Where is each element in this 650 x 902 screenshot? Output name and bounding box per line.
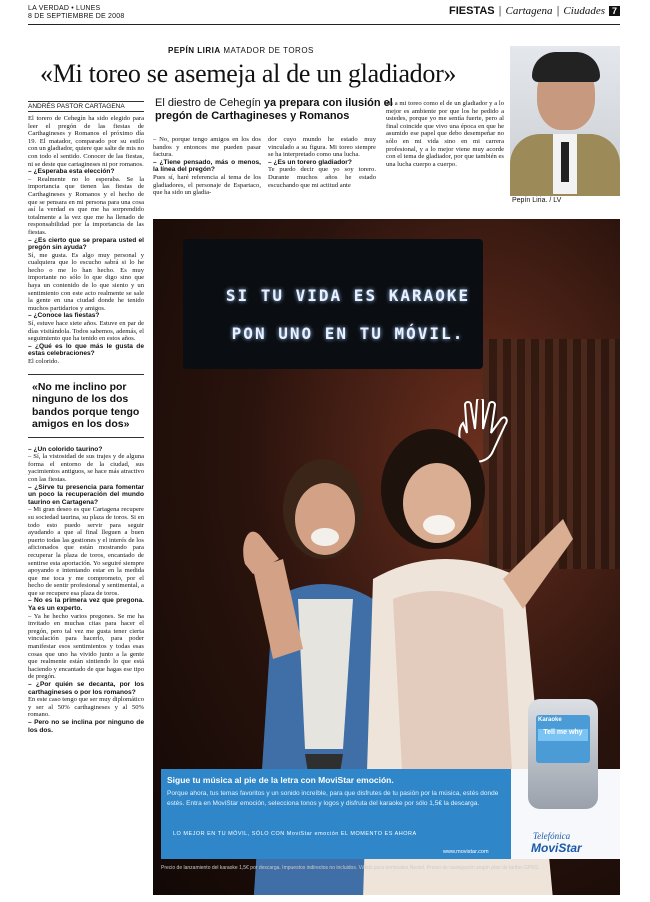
promo-body: Porque ahora, tus temas favoritos y un sonido increíble, para que disfrutes de tu pasión por la música, estés donde estés. Entra en MoviStar emoción, selecciona tonos y logos y disfruta del karaoke por sólo 1,5€ la descarga. xyxy=(167,790,499,807)
issue-date: 8 DE SEPTIEMBRE DE 2008 xyxy=(28,13,125,20)
promo-url: www.movistar.com xyxy=(443,849,489,855)
question: – ¿Es un torero gladiador? xyxy=(268,158,352,166)
kicker-role: MATADOR DE TOROS xyxy=(223,46,314,55)
kicker-name: PEPÍN LIRIA xyxy=(168,46,221,55)
phone-screen-song: Tell me why xyxy=(538,729,588,741)
subhead-bold: ya prepara con ilusión el pregón de Carthagineses y Romanos xyxy=(155,97,393,122)
paragraph: El colorido. xyxy=(28,358,60,365)
paragraph: El torero de Cehegín ha sido elegido para leer el pregón de las fiestas de Carthagineses y Romanos el próximo día 19. El matador, comparado por su estilo con un gladiador, quiere que salte de mis no con todo el sentido. Conocer de las fiestas, ni se deste que cartagineses ni por romanos. xyxy=(28,115,144,168)
telefonica-logo: Telefónica xyxy=(533,831,571,841)
article-column-4 xyxy=(386,100,504,214)
article-column-1 xyxy=(28,115,144,895)
paragraph: Sí, me gusta. Es algo muy personal y cualquiera que lo escucho sabrá si lo he hecho o me lo han hecho. Es muy importante no sólo lo que digo sino que haya un contenido de lo que siento y un sentimiento con este acto realmente se sale la gente en una ciudad donde he tenido muchos partidarios y amigos. xyxy=(28,251,144,312)
section-name: FIESTAS xyxy=(449,5,495,17)
pullquote: «No me inclino por ninguno de los dos bandos porque tengo amigos en los dos» xyxy=(28,374,144,438)
headline: «Mi toreo se asemeja al de un gladiador» xyxy=(40,59,457,88)
paragraph: sis a mi toreo como el de un gladiador y a lo mejor es ambiente por que los he pedido a ustedes, porque yo me sentía fuerte, pero al final coincide que vivo una época en que he asumido ese papel que debo desempeñar no sólo en mi vida sino en mi carrera profesional, y a lo mejor viene muy acorde con el tema de gladiador, por que también es una lucha cuerpo a cuerpo. xyxy=(386,100,504,168)
paragraph: Pues sí, haré referencia al tema de los gladiadores, el personaje de Espartaco, que ha sido un gladia- xyxy=(153,173,261,197)
masthead xyxy=(28,5,620,25)
masthead-right xyxy=(449,5,620,17)
tie-shape xyxy=(561,142,569,182)
phone-screen-title: Karaoke xyxy=(538,717,562,723)
question: – ¿Un colorido taurino? xyxy=(28,445,103,453)
portrait-photo xyxy=(510,46,620,196)
paragraph: – Sí, la vistosidad de sus trajes y de alguna forma el entorno de la ciudad, sus yacimientos antiguos, se hace más atractivo con las fiestas. xyxy=(28,453,144,483)
question: – ¿Es cierto que se prepara usted el pregón sin ayuda? xyxy=(28,236,144,252)
subhead-lead: El diestro de Cehegín xyxy=(155,97,264,109)
question: – ¿Tiene pensado, más o menos, la línea del pregón? xyxy=(153,158,261,174)
question: – ¿Por quién se decanta, por los carthagineses o por los romanos? xyxy=(28,681,144,696)
question: – Pero no se inclina por ninguno de los dos. xyxy=(28,718,144,734)
paragraph: En este caso tengo que ser muy diplomático y ser al 50% carthagineses y al 50% romano. xyxy=(28,696,144,719)
question: – ¿Sirve tu presencia para fomentar un poco la recuperación del mundo taurino en Cartagena? xyxy=(28,483,144,506)
subhead xyxy=(155,97,395,123)
article-column-3 xyxy=(268,136,376,214)
paragraph: – Mi gran deseo es que Cartagena recupere su sociedad taurina, su plaza de toros. Si en todo esto puedo servir para seguir ayudando a que al final lleguen a buen puerto todas las gestiones y el interés de los aficionados que están mostrando para recuperar la plaza de toros, encantado de sentirse esta aportación. Yo seguiré siempre apoyando e intentando estar en la medida que me toca y me comprometo, por el hecho de sentir profesional y sentimental, a que se recupere esa plaza de toros. xyxy=(28,506,144,597)
movistar-logo: MoviStar xyxy=(531,841,582,855)
karaoke-text xyxy=(203,277,493,353)
page-number: 7 xyxy=(609,6,620,16)
question: – No es la primera vez que pregona. Ya es un experto. xyxy=(28,597,144,613)
city-name: Cartagena xyxy=(505,5,553,17)
subsection-name: Ciudades xyxy=(563,5,605,17)
question: – ¿Esperaba esta elección? xyxy=(28,168,115,176)
byline: ANDRÉS PASTOR CARTAGENA xyxy=(28,101,144,112)
photo-caption: Pepín Liria. / LV xyxy=(512,197,562,204)
karaoke-line-2: PON UNO EN TU MÓVIL. xyxy=(231,324,465,343)
paragraph: dor cuyo mundo he estado muy vinculado a su figura. Mi toreo siempre se ha interpretado como una lucha. xyxy=(268,136,376,159)
paragraph: – Ya he hecho varios pregones. Se me ha invitado en muchas citas para hacer el pregón, pero tal vez me gusta tener cierta vinculación para hacerlo, para poder manifestar esos sentimientos y todas esas cosas que uno ha vivido junto a la gente que realmente están sintiendo lo que está haciendo y encantado de que hagas ese tipo de pregón. xyxy=(28,612,144,681)
article-column-2 xyxy=(153,136,261,214)
promo-title: Sigue tu música al pie de la letra con MoviStar emoción. xyxy=(167,775,394,785)
promo-slogan: LO MEJOR EN TU MÓVIL, SÓLO CON MoviStar emoción EL MOMENTO ES AHORA xyxy=(173,831,417,837)
paragraph: Te puedo decir que yo soy torero. Durante muchos años he estado escuchando que mi actitud ante xyxy=(268,166,376,189)
hair-shape xyxy=(532,52,600,82)
kicker xyxy=(168,46,314,55)
paragraph: – No, porque tengo amigos en los dos bandos y entonces me pueden pasar factura. xyxy=(153,136,261,159)
movistar-advertisement xyxy=(153,219,620,895)
question: – ¿Qué es lo que más le gusta de estas celebraciones? xyxy=(28,342,144,358)
question: – ¿Conoce las fiestas? xyxy=(28,312,100,320)
karaoke-line-1: SI TU VIDA ES KARAOKE xyxy=(225,286,471,305)
legal-text: Precio de lanzamiento del karaoke 1,5€ por descarga. Impuestos indirectos no incluidos. Válido para terminales Nextel. Precio de navegación según plan de tarifas GPRS. xyxy=(161,865,540,871)
masthead-left xyxy=(28,5,124,21)
mobile-phone-icon xyxy=(528,699,598,809)
paragraph: Sí, estuve hace siete años. Estuve en par de días visitándola. Todos sabemos, además, el seguimiento que ha tenido en estos años. xyxy=(28,320,144,343)
newspaper-name: LA VERDAD • LUNES xyxy=(28,5,101,12)
paragraph: – Realmente no lo esperaba. Se la importancia que tienen las fiestas de Carthagineses y Romanos y el hecho de que se pensara en mi persona para una cosa así la verdad es que me ha sorprendido totalmente a la vez que me ha llenado de responsabilidad por la importancia de las fiestas. xyxy=(28,175,144,236)
separator: | xyxy=(556,5,560,17)
separator: | xyxy=(498,5,502,17)
